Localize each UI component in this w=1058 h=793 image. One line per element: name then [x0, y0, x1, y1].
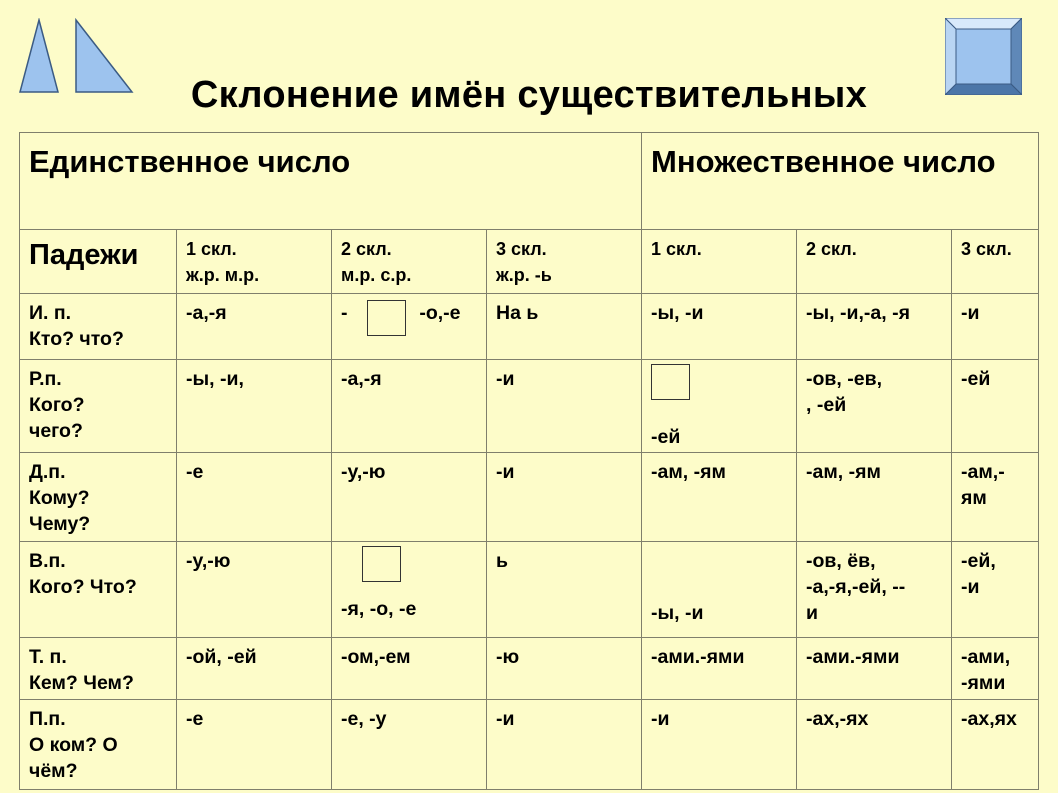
ending-cell: -ой, -ей: [177, 638, 332, 700]
ending-text: -о,-е: [419, 302, 461, 324]
ending-cell: -у,-ю: [177, 542, 332, 638]
ending-cell: -ей, -и: [952, 542, 1039, 638]
ending-cell: -ами.-ями: [642, 638, 797, 700]
cases-header: Падежи: [20, 230, 177, 294]
ending-cell: [642, 360, 797, 453]
pl-decl-3-header: 3 скл.: [952, 230, 1039, 294]
ending-cell: -е, -у: [332, 700, 487, 790]
ending-cell: [642, 542, 797, 638]
singular-header: Единственное число: [20, 133, 642, 230]
ending-cell: -а,-я: [332, 360, 487, 453]
table-row: [20, 294, 1039, 360]
table-subheader-row: [20, 230, 1039, 294]
ending-cell: -ов, ёв, -а,-я,-ей, -- и: [797, 542, 952, 638]
empty-box: [651, 364, 690, 400]
ending-cell: -ей: [952, 360, 1039, 453]
pl-decl-1-header: 1 скл.: [642, 230, 797, 294]
ending-text: -ей: [651, 426, 681, 448]
ending-cell: -ы, -и,-а, -я: [797, 294, 952, 360]
ending-cell: -ами.-ями: [797, 638, 952, 700]
empty-box: [367, 300, 406, 336]
case-cell: В.п. Кого? Что?: [20, 542, 177, 638]
table-header-row: [20, 133, 1039, 230]
sg-decl-1-header: 1 скл. ж.р. м.р.: [177, 230, 332, 294]
plural-header: Множественное число: [642, 133, 1039, 230]
ending-cell: На ь: [487, 294, 642, 360]
case-cell: Д.п. Кому? Чему?: [20, 453, 177, 542]
table-row: [20, 542, 1039, 638]
table-row: [20, 360, 1039, 453]
ending-cell: -и: [487, 700, 642, 790]
ending-text: -я, -о, -е: [341, 598, 417, 620]
ending-cell: -е: [177, 700, 332, 790]
ending-cell: -у,-ю: [332, 453, 487, 542]
page-title: Склонение имён существительных: [190, 74, 868, 116]
table-row: [20, 453, 1039, 542]
ending-cell: -ом,-ем: [332, 638, 487, 700]
ending-cell: -ам,- ям: [952, 453, 1039, 542]
case-cell: Р.п. Кого? чего?: [20, 360, 177, 453]
pl-decl-2-header: 2 скл.: [797, 230, 952, 294]
ending-cell: -ах,ях: [952, 700, 1039, 790]
ending-cell: -ы, -и,: [177, 360, 332, 453]
ending-cell: [332, 542, 487, 638]
case-cell: И. п. Кто? что?: [20, 294, 177, 360]
ending-cell: -ам, -ям: [642, 453, 797, 542]
ending-cell: -ю: [487, 638, 642, 700]
ending-cell: -и: [487, 453, 642, 542]
ending-cell: -и: [642, 700, 797, 790]
ending-text: -: [341, 302, 348, 324]
table-row: [20, 700, 1039, 790]
ending-cell: -ах,-ях: [797, 700, 952, 790]
sg-decl-3-header: 3 скл. ж.р. -ь: [487, 230, 642, 294]
ending-cell: -е: [177, 453, 332, 542]
ending-cell: -ам, -ям: [797, 453, 952, 542]
ending-cell: -ы, -и: [642, 294, 797, 360]
table-row: [20, 638, 1039, 700]
empty-box: [362, 546, 401, 582]
sg-decl-2-header: 2 скл. м.р. с.р.: [332, 230, 487, 294]
case-cell: Т. п. Кем? Чем?: [20, 638, 177, 700]
ending-cell: -ов, -ев, , -ей: [797, 360, 952, 453]
ending-cell: [332, 294, 487, 360]
ending-cell: -и: [487, 360, 642, 453]
ending-text: -ы, -и: [651, 602, 704, 624]
ending-cell: -а,-я: [177, 294, 332, 360]
ending-cell: ь: [487, 542, 642, 638]
ending-cell: -и: [952, 294, 1039, 360]
ending-cell: -ами, -ями: [952, 638, 1039, 700]
declension-table: [19, 132, 1039, 790]
case-cell: П.п. О ком? О чём?: [20, 700, 177, 790]
